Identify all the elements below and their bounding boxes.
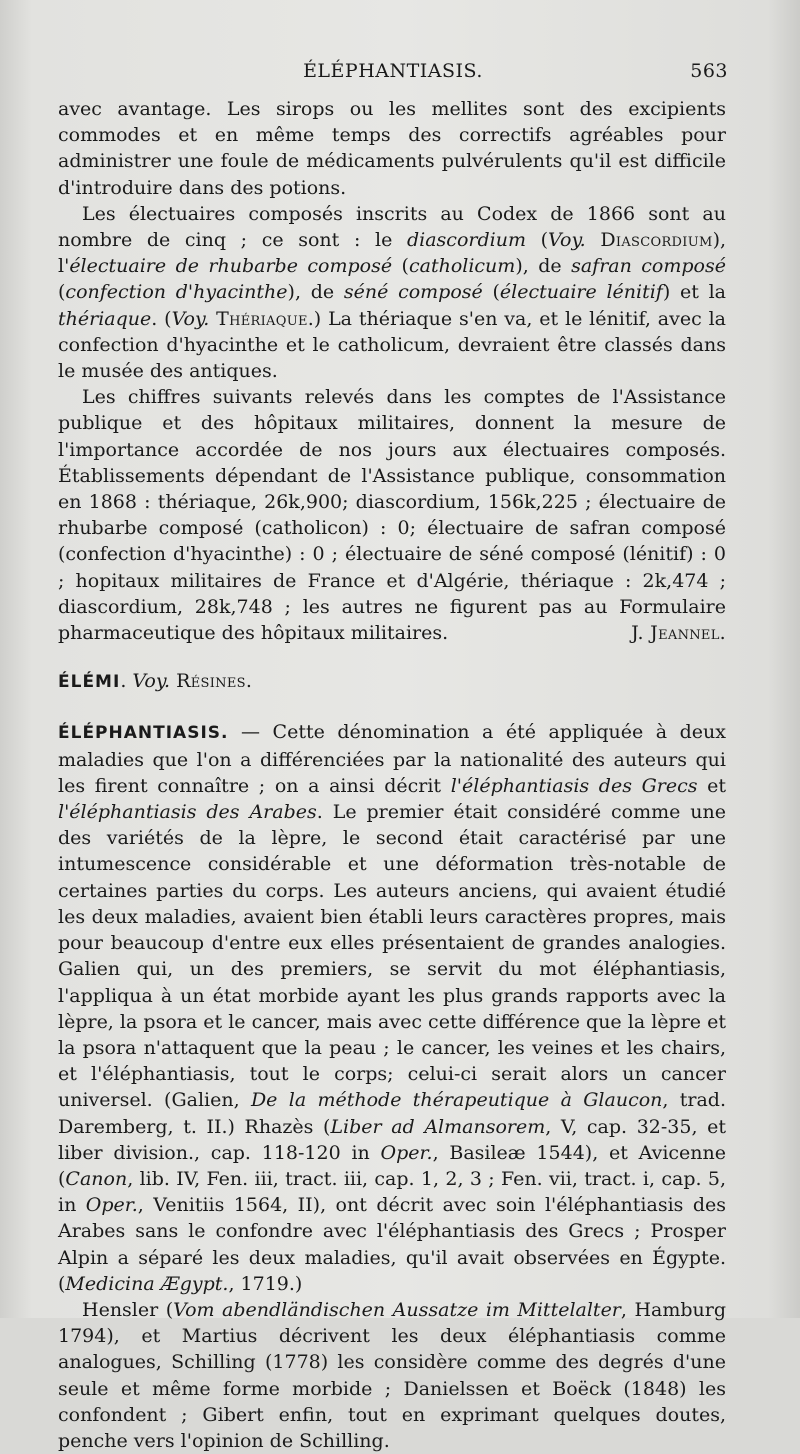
book-title: Canon: [65, 1167, 128, 1190]
term-rhubarbe: électuaire de rhubarbe composé: [69, 255, 393, 278]
text-run: , Venitiis 1564, II), ont décrit avec soin l'éléphantiasis des Arabes sans le confondre avec l'éléphantiasis des Grecs ; Prosper Alpin a séparé les deux maladies, qu'il avait observées en Égypte. (: [58, 1194, 726, 1295]
text-run: , 1719.): [228, 1272, 303, 1295]
term-safran: safran composé: [571, 255, 726, 278]
voy-ref: Voy.: [548, 229, 586, 252]
entry-headword: ÉLÉPHANTIASIS.: [58, 723, 229, 744]
text-run: (: [392, 255, 409, 278]
text-run: — Cette dénomination a été appliquée à deux maladies que l'on a différenciées par la nationalité des auteurs qui les firent connaître ; on a ainsi décrit: [58, 721, 726, 797]
term-elephantiasis-grecs: l'éléphantiasis des Grecs: [450, 774, 698, 797]
text-run: , lib. IV, Fen. iii, tract. iii, cap. 1, 2, 3 ; Fen. vii, tract. i, cap. 5, in: [58, 1167, 726, 1217]
term-diascordium: diascordium: [406, 229, 526, 252]
cross-ref-resines: Résines: [176, 670, 246, 693]
text-run: (: [482, 281, 500, 304]
text-run: ), l': [58, 229, 727, 278]
text-run: ) et la: [662, 281, 726, 304]
text-run: .) La thériaque s'en va, et le lénitif, avec la confection d'hyacinthe et le catholicum, devraient être classés dans le musée des antiques.: [58, 307, 726, 383]
term-theriaque: thériaque: [58, 307, 152, 330]
text-run: .: [120, 670, 133, 693]
text-run: , trad. Daremberg, t. II.) Rhazès (: [58, 1089, 726, 1138]
text-run: . Le premier était considéré comme une des variétés de la lèpre, le second était caractérisé par une intumescence considérable et une déformation très-notable de certaines parties du corps. Les auteurs anciens, qui avaient étudié les deux maladies, avaient bien établi leurs caractères propres, mais pour beaucoup d'entre eux elles présentaient de grandes analogies. Galien qui, un des premiers, se servit du mot éléphantiasis, l'appliqua à un état morbide ayant les plus grands rapports avec la lèpre, la psora et le cancer, mais avec cette différence que la lèpre et la psora n'attaquent que la peau ; le cancer, les veines et les chairs, et l'éléphantiasis, tout le corps; celui-ci serait alors un cancer universel. (Galien,: [58, 801, 726, 1112]
paragraph-hensler: [58, 1297, 726, 1454]
paragraph-chiffres: [58, 384, 726, 646]
running-title: ÉLÉPHANTIASIS.: [303, 60, 483, 82]
text-run: . (: [151, 307, 172, 330]
book-title: De la méthode thérapeutique à Glaucon: [250, 1089, 663, 1112]
text-run: (: [58, 281, 66, 304]
cross-ref-diascordium: Diascordium: [600, 229, 713, 252]
text-run: Les chiffres suivants relevés dans les comptes de l'Assistance publique et des hôpitaux militaires, donnent la mesure de l'importance accordée de nos jours aux électuaires composés. Établissements dépendant de l'Assistance publique, consommation en 1868 : thériaque, 26k,900; diascordium, 156k,225 ; électuaire de rhubarbe composé (catholicon) : 0; électuaire de safran composé (confection d'hyacinthe) : 0 ; électuaire de séné composé (lénitif) : 0 ; hopitaux militaires de France et d'Algérie, thériaque : 2k,474 ; diascordium, 28k,748 ; les autres ne figurent pas au Formulaire pharmaceutique des hôpitaux militaires.: [58, 386, 726, 645]
text-run: , V, cap. 32-35, et liber division., cap. 118-120 in: [58, 1115, 726, 1164]
text-run: et: [697, 774, 727, 797]
paragraph-syrups: avec avantage. Les sirops ou les mellites sont des excipients commodes et en même temps des correctifs agréables pour administrer une foule de médicaments pulvérulents qu'il est difficile d'introduire dans des potions.: [58, 98, 726, 199]
book-title: Liber ad Almansorem: [330, 1115, 546, 1138]
term-sene: séné composé: [343, 281, 483, 304]
book-title: Medicina Ægypt.: [65, 1272, 229, 1295]
term-lenitif: électuaire lénitif: [499, 281, 663, 304]
page-number: 563: [690, 60, 728, 82]
book-title: Oper.: [85, 1194, 138, 1217]
term-hyacinthe: confection d'hyacinthe: [65, 281, 288, 304]
text-run: (: [525, 229, 549, 252]
text-run: Les électuaires composés inscrits au Codex de 1866 sont au nombre de cinq ; ce sont : le: [58, 202, 726, 252]
term-elephantiasis-arabes: l'éléphantiasis des Arabes: [58, 801, 317, 824]
body-text: [58, 96, 726, 1454]
text-run: Hensler (: [82, 1298, 174, 1321]
entry-elemi: [58, 668, 726, 695]
text-run: , Basileæ 1544), et Avicenne (: [58, 1141, 726, 1190]
book-title: Oper.: [380, 1141, 433, 1164]
term-catholicum: catholicum: [408, 255, 516, 278]
voy-ref: Voy.: [171, 307, 210, 330]
text-run: ), de: [515, 255, 572, 278]
paragraph-electuaires: [58, 201, 726, 384]
entry-headword: ÉLÉMI: [58, 672, 121, 693]
entry-elephantiasis: [58, 719, 726, 1296]
book-title: Vom abendländischen Aussatze im Mittelalter: [173, 1298, 621, 1321]
text-run: .: [245, 670, 252, 693]
text-run: , Hamburg 1794), et Martius décrivent les deux éléphantiasis comme analogues, Schilling (1778) les considère comme des degrés d'une seule et même forme morbide ; Danielssen et Boëck (1848) les confondent ; Gibert enfin, tout en exprimant quelques doutes, penche vers l'opinion de Schilling.: [58, 1298, 726, 1452]
author-signature: J. Jeannel.: [631, 622, 726, 645]
text-run: ), de: [287, 281, 344, 304]
voy-ref: Voy.: [132, 670, 171, 693]
running-head: [58, 60, 728, 92]
cross-ref-theriaque: Thériaque: [216, 307, 308, 330]
